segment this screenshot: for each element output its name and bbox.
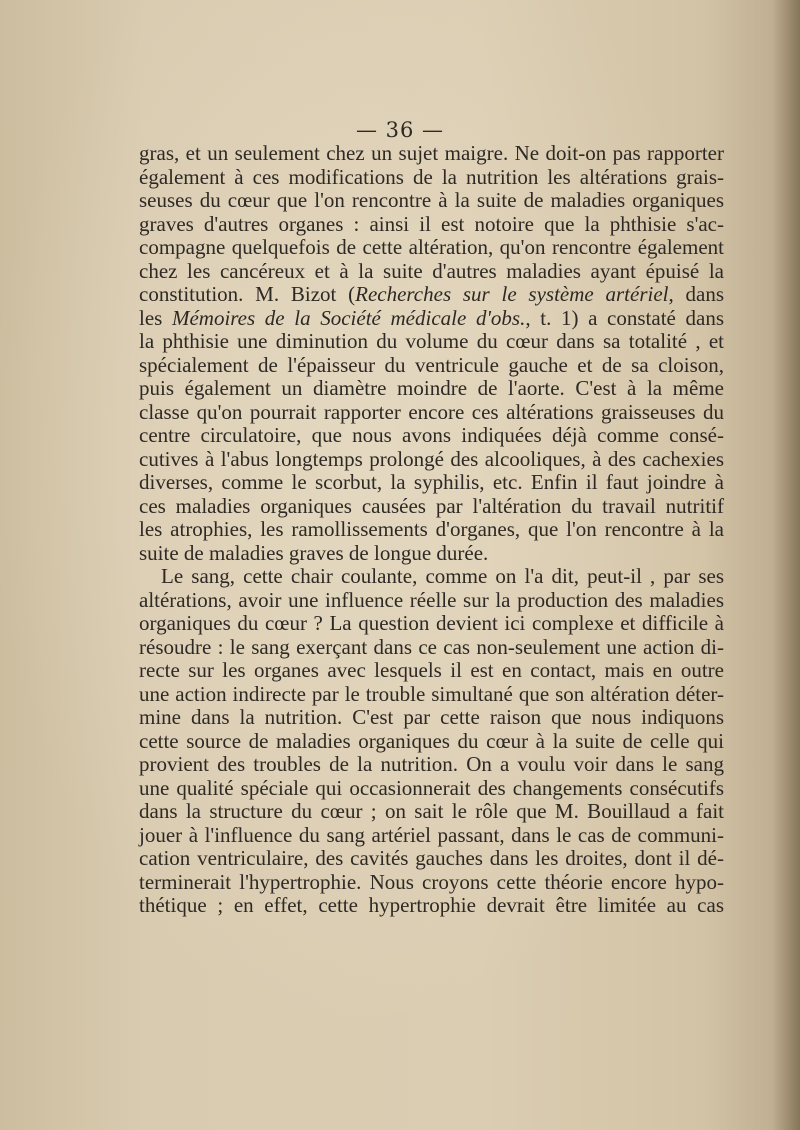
text-line: spécialement de l'épaisseur du ventricule gauche et de sa cloison,	[139, 352, 724, 377]
text-line: altérations, avoir une influence réelle sur la production des maladies	[139, 587, 724, 612]
text-line: terminerait l'hypertrophie. Nous croyons cette théorie encore hypo-	[139, 869, 724, 894]
page-edge-shadow	[772, 0, 800, 1130]
citation-journal: Mémoires de la Société médicale d'obs.	[171, 305, 526, 330]
text-line: mine dans la nutrition. C'est par cette raison que nous indiquons	[139, 705, 724, 729]
text-line: diverses, comme le scorbut, la syphilis, etc. Enfin il faut joindre à	[139, 470, 724, 494]
text-line: ces maladies organiques causées par l'altération du travail nutritif	[139, 493, 724, 518]
citation-title: Recherches sur le système artériel	[355, 282, 669, 306]
body-text	[139, 142, 724, 918]
text-line: gras, et un seulement chez un sujet maigre. Ne doit-on pas rapporter	[139, 141, 724, 165]
text-line: graves d'autres organes : ainsi il est notoire que la phthisie s'ac-	[139, 211, 724, 236]
text-line: classe qu'on pourrait rapporter encore ces altérations graisseuses du	[139, 399, 724, 424]
text-line: thétique ; en effet, cette hypertrophie devrait être limitée au cas	[139, 893, 724, 917]
text-line: jouer à l'influence du sang artériel passant, dans le cas de communi-	[139, 822, 724, 847]
text-line: compagne quelquefois de cette altération, qu'on rencontre également	[139, 235, 724, 259]
text-line: dans la structure du cœur ; on sait le rôle que M. Bouillaud a fait	[139, 799, 724, 823]
text-line: Le sang, cette chair coulante, comme on l'a dit, peut-il , par ses	[161, 564, 724, 588]
text-line: une qualité spéciale qui occasionnerait des changements consécutifs	[139, 775, 724, 800]
text-line: les atrophies, les ramollissements d'organes, que l'on rencontre à la	[139, 517, 724, 541]
text-line: seuses du cœur que l'on rencontre à la suite de maladies organiques	[139, 188, 724, 212]
text-line: cation ventriculaire, des cavités gauches dans les droites, dont il dé-	[139, 846, 724, 870]
page-number: — 36 —	[355, 118, 445, 142]
text-line: centre circulatoire, que nous avons indiquées déjà comme consé-	[139, 423, 724, 447]
text-line: provient des troubles de la nutrition. On a voulu voir dans le sang	[139, 752, 724, 776]
text-line: cutives à l'abus longtemps prolongé des alcooliques, à des cachexies	[139, 446, 724, 471]
text-line: une action indirecte par le trouble simultané que son altération déter-	[139, 681, 724, 706]
text-line: les Mémoires de la Société médicale d'obs., t. 1) a constaté dans	[139, 305, 724, 330]
text-line: recte sur les organes avec lesquels il est en contact, mais en outre	[139, 658, 724, 682]
text-line: suite de maladies graves de longue durée.	[139, 540, 489, 565]
text-line: cette source de maladies organiques du cœur à la suite de celle qui	[139, 728, 724, 753]
text-line: organiques du cœur ? La question devient ici complexe et difficile à	[139, 611, 724, 635]
text-line: également à ces modifications de la nutrition les altérations grais-	[139, 164, 724, 189]
text-line: résoudre : le sang exerçant dans ce cas non-seulement une action di-	[139, 634, 724, 659]
text-line: puis également un diamètre moindre de l'aorte. C'est à la même	[139, 376, 724, 400]
text-line: constitution. M. Bizot (Recherches sur le système artériel, dans	[139, 282, 724, 306]
text-line: la phthisie une diminution du volume du cœur dans sa totalité , et	[139, 329, 724, 353]
text-line: chez les cancéreux et à la suite d'autres maladies ayant épuisé la	[139, 258, 724, 283]
